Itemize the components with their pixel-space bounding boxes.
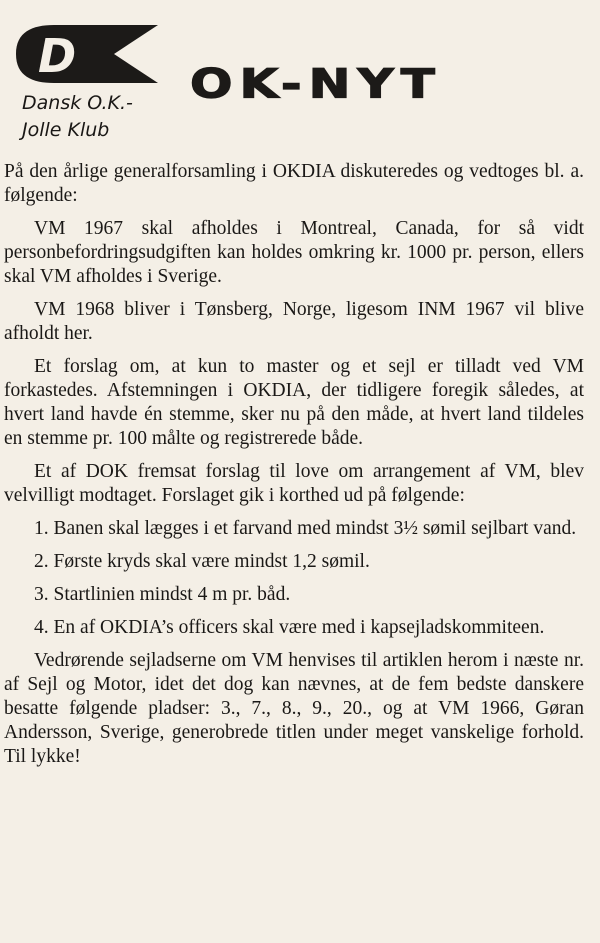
list-item-2: 2. Første kryds skal være mindst 1,2 sømil. bbox=[34, 551, 370, 572]
paragraph-dok-proposal: Et af DOK fremsat forslag til love om arrangement af VM, blev velvilligt modtaget. Forslaget gik i korthed ud på følgende: bbox=[4, 461, 584, 506]
club-name bbox=[22, 90, 162, 144]
club-name-line-2: Jolle Klub bbox=[22, 119, 110, 141]
club-logo bbox=[12, 22, 158, 86]
paragraph-results: Vedrørende sejladserne om VM henvises til artiklen herom i næste nr. af Sejl og Motor, idet det dog kan nævnes, at de fem bedste danskere besatte følgende pladser: 3., 7., 8., 9., 20., og at VM 1966, Gøran Andersson, Sverige, generobrede titlen under meget vanskelige forhold. Til lykke! bbox=[4, 650, 584, 767]
paragraph-vm-1968: VM 1968 bliver i Tønsberg, Norge, ligesom INM 1967 vil blive afholdt her. bbox=[4, 299, 584, 344]
list-item-3: 3. Startlinien mindst 4 m pr. båd. bbox=[34, 584, 291, 605]
list-item-4: 4. En af OKDIA’s officers skal være med i kapsejladskommiteen. bbox=[34, 617, 545, 638]
paragraph-intro: På den årlige generalforsamling i OKDIA diskuteredes og vedtoges bl. a. følgende: bbox=[4, 161, 584, 206]
page-title: OK-NYT bbox=[190, 60, 442, 108]
paragraph-vm-1967: VM 1967 skal afholdes i Montreal, Canada, for så vidt personbefordringsudgiften kan holdes omkring kr. 1000 pr. person, ellers skal VM afholdes i Sverige. bbox=[4, 218, 584, 287]
club-name-line-1: Dansk O.K.- bbox=[22, 92, 133, 114]
article-body bbox=[4, 160, 584, 778]
club-logo-icon bbox=[12, 22, 158, 86]
paragraph-proposal: Et forslag om, at kun to master og et sejl er tilladt ved VM forkastedes. Afstemningen i OKDIA, der tidligere foregik således, at hvert land havde én stemme, sker nu på den måde, at hvert land tildeles en stemme pr. 100 målte og registrerede både. bbox=[4, 356, 584, 449]
logo-letter: D bbox=[38, 29, 77, 83]
list-item-1: 1. Banen skal lægges i et farvand med mindst 3½ sømil sejlbart vand. bbox=[34, 518, 577, 539]
